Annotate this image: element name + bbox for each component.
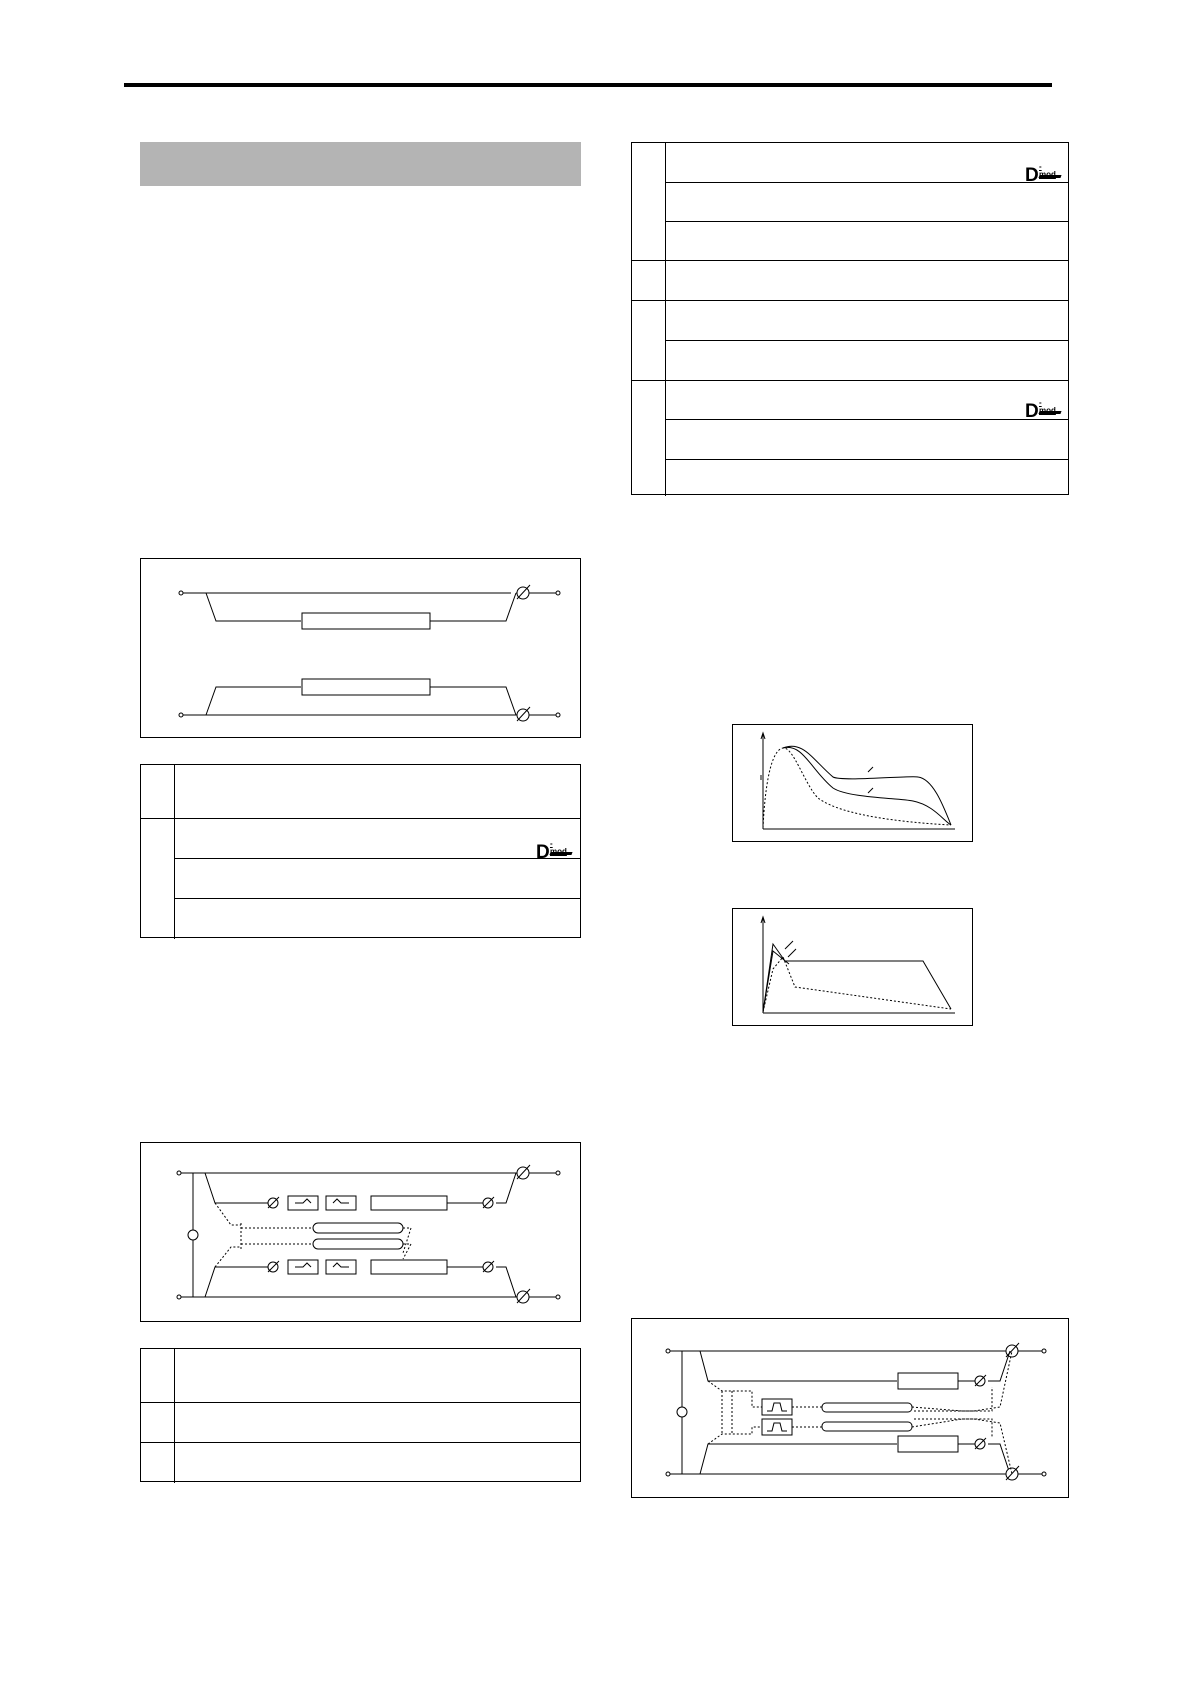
table-row: [175, 818, 580, 819]
dmod-icon: D -: [1025, 402, 1039, 422]
envelope-chart-1-svg: [733, 725, 974, 843]
table-row: [666, 221, 1068, 222]
section-heading-bar: [140, 142, 581, 186]
dmod-icon: D -: [1025, 166, 1039, 186]
modulated-effect-diagram: [140, 1142, 581, 1322]
group-cell: [632, 260, 666, 301]
modulated-effect-diagram-svg: [141, 1143, 582, 1323]
table-row: [666, 419, 1068, 420]
series-line: [783, 746, 951, 825]
stereo-effect-diagram: [140, 558, 581, 738]
series-line: [763, 957, 951, 1012]
table-row: [175, 898, 580, 899]
group-cell: [632, 380, 666, 496]
table-row: [666, 300, 1068, 301]
group-cell: [632, 142, 666, 261]
series-line: [783, 747, 951, 825]
param-table-b: [140, 1348, 581, 1482]
group-cell: [141, 1348, 175, 1403]
param-table-c: [631, 142, 1069, 495]
table-row: [175, 1442, 580, 1443]
series-line: [763, 748, 951, 828]
group-cell: [141, 1402, 175, 1443]
filter-effect-diagram: [631, 1318, 1069, 1498]
group-cell: [141, 1442, 175, 1483]
table-row: [175, 858, 580, 859]
table-row: [666, 380, 1068, 381]
table-row: [666, 182, 1068, 183]
dmod-icon: D -: [536, 843, 550, 863]
param-table-a: [140, 764, 581, 938]
filter-effect-diagram-svg: [632, 1319, 1070, 1499]
header-rule: [124, 83, 1052, 87]
series-line: [763, 951, 789, 1012]
table-row: [666, 340, 1068, 341]
table-row: [666, 260, 1068, 261]
group-cell: [632, 300, 666, 381]
envelope-chart-1: [732, 724, 973, 842]
group-cell: [141, 764, 175, 819]
envelope-chart-2-svg: [733, 909, 974, 1027]
stereo-effect-diagram-svg: [141, 559, 582, 739]
table-row: [666, 459, 1068, 460]
table-row: [175, 1402, 580, 1403]
envelope-chart-2: [732, 908, 973, 1026]
group-cell: [141, 818, 175, 939]
